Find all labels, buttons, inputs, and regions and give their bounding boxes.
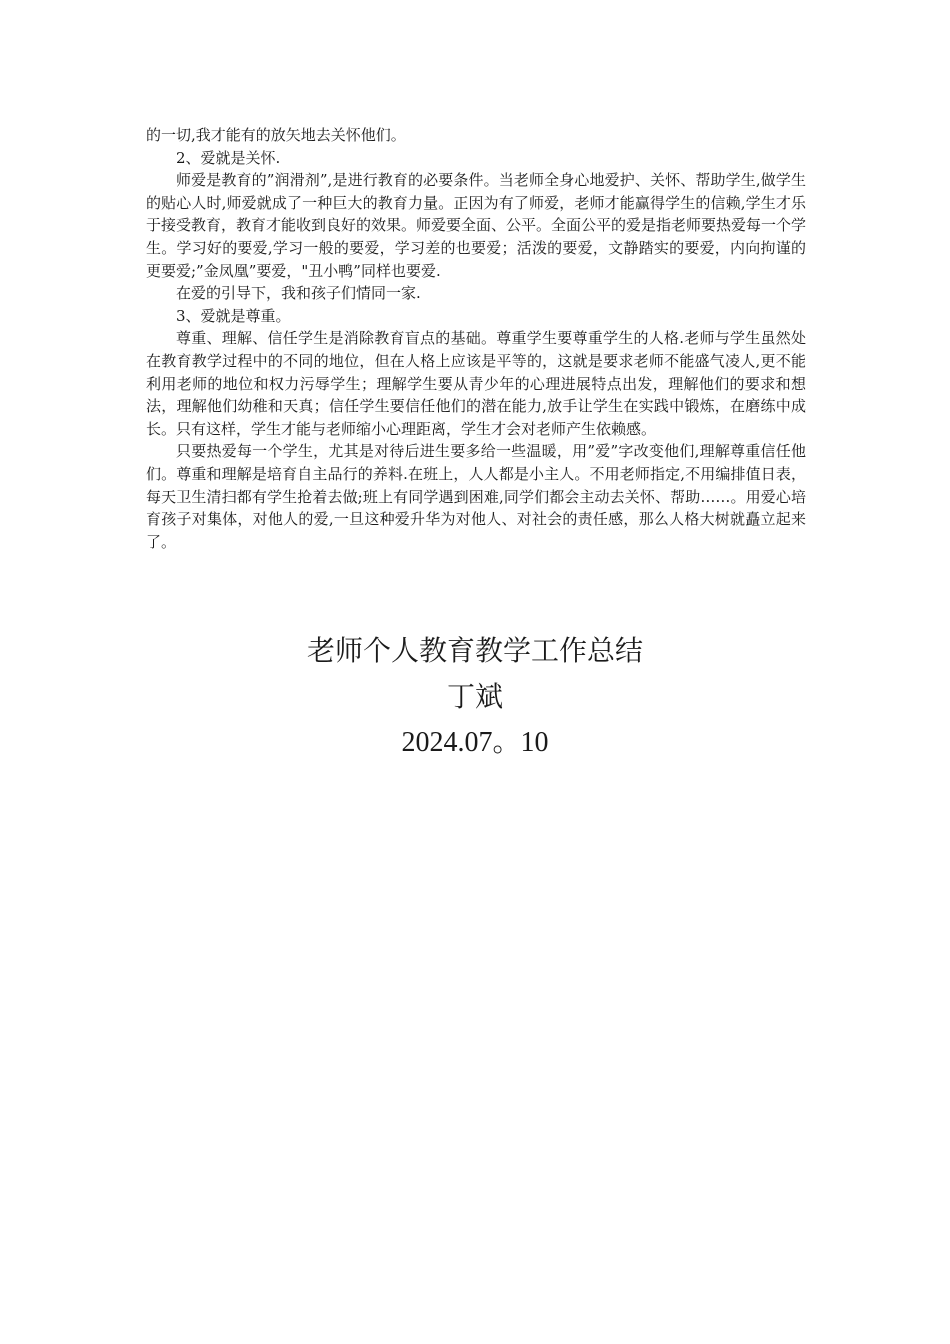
paragraph: 只要热爱每一个学生，尤其是对待后进生要多给一些温暖，用”爱”字改变他们,理解尊重信任他们。尊重和理解是培育自主品行的养料.在班上，人人都是小主人。不用老师指定,不用编排值日表，每天卫生清扫都有学生抢着去做;班上有同学遇到困难,同学们都会主动去关怀、帮助……。用爱心培育孩子对集体，对他人的爱,一旦这种爱升华为对他人、对社会的责任感，那么人格大树就矗立起来了。 xyxy=(146,442,806,551)
body-text xyxy=(146,124,806,553)
section-heading: 3、爱就是尊重。 xyxy=(176,306,291,325)
author-name: 丁斌 xyxy=(446,680,503,713)
section-heading: 2、爱就是关怀. xyxy=(176,148,281,167)
title-block xyxy=(0,628,950,766)
document-title: 老师个人教育教学工作总结 xyxy=(306,634,643,667)
document-date: 2024.07。10 xyxy=(401,727,549,758)
paragraph: 师爱是教育的”润滑剂”,是进行教育的必要条件。当老师全身心地爱护、关怀、帮助学生,做学生的贴心人时,师爱就成了一种巨大的教育力量。正因为有了师爱，老师才能赢得学生的信赖,学生才乐于接受教育，教育才能收到良好的效果。师爱要全面、公平。全面公平的爱是指老师要热爱每一个学生。学习好的要爱,学习一般的要爱，学习差的也要爱；活泼的要爱，文静踏实的要爱，内向拘谨的更要爱;”金凤凰”要爱，"丑小鸭”同样也要爱. xyxy=(146,171,807,280)
paragraph: 的一切,我才能有的放矢地去关怀他们。 xyxy=(146,126,406,144)
paragraph: 在爱的引导下，我和孩子们情同一家. xyxy=(176,284,421,303)
paragraph: 尊重、理解、信任学生是消除教育盲点的基础。尊重学生要尊重学生的人格.老师与学生虽然处在教育教学过程中的不同的地位，但在人格上应该是平等的，这就是要求老师不能盛气凌人,更不能利用老师的地位和权力污辱学生；理解学生要从青少年的心理进展特点出发，理解他们的要求和想法，理解他们幼稚和天真；信任学生要信任他们的潜在能力,放手让学生在实践中锻炼，在磨练中成长。只有这样，学生才能与老师缩小心理距离，学生才会对老师产生依赖感。 xyxy=(146,329,806,438)
